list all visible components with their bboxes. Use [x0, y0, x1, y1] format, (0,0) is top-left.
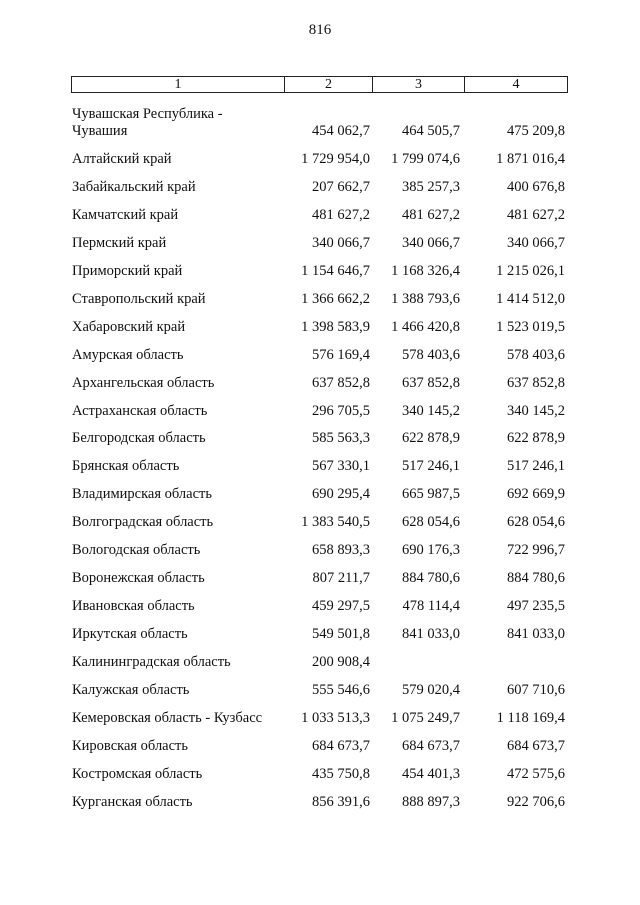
- column-header-4: 4: [512, 77, 520, 92]
- value-column-4: 622 878,9: [507, 430, 565, 447]
- value-column-3: 1 168 326,4: [391, 262, 460, 279]
- value-column-2: 207 662,7: [312, 178, 370, 195]
- table-row: [0, 624, 640, 644]
- value-column-4: 884 780,6: [507, 570, 565, 587]
- value-column-3: 684 673,7: [402, 737, 460, 754]
- region-name: Кемеровская область - Кузбасс: [72, 709, 263, 726]
- region-name: Белгородская область: [72, 430, 206, 447]
- value-column-4: 1 215 026,1: [496, 262, 565, 279]
- value-column-4: 722 996,7: [507, 542, 565, 559]
- table-row: [0, 373, 640, 393]
- table-row: [0, 289, 640, 309]
- value-column-4: 628 054,6: [507, 514, 565, 531]
- value-column-3: 884 780,6: [402, 570, 460, 587]
- value-column-4: 1 871 016,4: [496, 150, 565, 167]
- value-column-2: 1 729 954,0: [301, 150, 370, 167]
- table-row: [0, 121, 640, 141]
- region-name: Пермский край: [72, 234, 167, 251]
- value-column-4: 637 852,8: [507, 374, 565, 391]
- value-column-4: 497 235,5: [507, 598, 565, 615]
- value-column-3: 622 878,9: [402, 430, 460, 447]
- column-header-1: 1: [72, 77, 285, 92]
- table-row: [0, 428, 640, 448]
- column-header-3: 3: [373, 77, 465, 92]
- value-column-4: 922 706,6: [507, 793, 565, 810]
- region-name: Ивановская область: [72, 598, 195, 615]
- value-column-2: 1 154 646,7: [301, 262, 370, 279]
- value-column-3: 385 257,3: [402, 178, 460, 195]
- value-column-4: 684 673,7: [507, 737, 565, 754]
- table-row: [0, 401, 640, 421]
- value-column-3: 841 033,0: [402, 626, 460, 643]
- value-column-4: 475 209,8: [507, 123, 565, 139]
- value-column-2: 807 211,7: [312, 570, 370, 587]
- value-column-3: 340 145,2: [402, 402, 460, 419]
- table-row: [0, 512, 640, 532]
- region-name: Алтайский край: [72, 150, 172, 167]
- value-column-4: 400 676,8: [507, 178, 565, 195]
- table-row: [0, 764, 640, 784]
- region-name: Волгоградская область: [72, 514, 214, 531]
- value-column-4: 1 118 169,4: [496, 709, 565, 726]
- value-column-3: 1 799 074,6: [391, 150, 460, 167]
- value-column-2: 690 295,4: [312, 486, 370, 503]
- table-row: [0, 149, 640, 169]
- value-column-4: 517 246,1: [507, 458, 565, 475]
- value-column-2: 454 062,7: [312, 123, 370, 139]
- table-row: [0, 456, 640, 476]
- value-column-4: 578 403,6: [507, 346, 565, 363]
- region-name: Воронежская область: [72, 570, 205, 587]
- column-header-2: 2: [285, 77, 373, 92]
- region-name: Приморский край: [72, 262, 183, 279]
- value-column-2: 549 501,8: [312, 626, 370, 643]
- table-row: [0, 652, 640, 672]
- value-column-3: 454 401,3: [402, 765, 460, 782]
- value-column-2: 585 563,3: [312, 430, 370, 447]
- region-name: Камчатский край: [72, 206, 179, 223]
- region-name: Владимирская область: [72, 486, 212, 503]
- page-number: 816: [308, 22, 332, 38]
- region-name: Забайкальский край: [72, 178, 196, 195]
- region-name: Ставропольский край: [72, 290, 206, 307]
- region-name: Чувашия: [72, 123, 128, 139]
- value-column-4: 607 710,6: [507, 682, 565, 698]
- value-column-2: 576 169,4: [312, 346, 370, 363]
- value-column-2: 637 852,8: [312, 374, 370, 391]
- region-name: Кировская область: [72, 737, 189, 754]
- region-name: Курганская область: [72, 793, 193, 810]
- table-row: [0, 596, 640, 616]
- table-row: [0, 484, 640, 504]
- table-header: [71, 76, 568, 93]
- table-row: [0, 540, 640, 560]
- region-name: Калининградская область: [72, 654, 231, 671]
- value-column-3: 665 987,5: [402, 486, 460, 503]
- region-name: Калужская область: [72, 682, 190, 698]
- region-name: Архангельская область: [72, 374, 215, 391]
- value-column-2: 567 330,1: [312, 458, 370, 475]
- value-column-3: 340 066,7: [402, 234, 460, 251]
- value-column-4: 340 145,2: [507, 402, 565, 419]
- region-name: Астраханская область: [72, 402, 208, 419]
- value-column-3: 1 466 420,8: [391, 318, 460, 335]
- value-column-2: 481 627,2: [312, 206, 370, 223]
- value-column-4: 692 669,9: [507, 486, 565, 503]
- value-column-2: 1 033 513,3: [301, 709, 370, 726]
- table-row: [0, 568, 640, 588]
- value-column-3: 578 403,6: [402, 346, 460, 363]
- region-name: Амурская область: [72, 346, 184, 363]
- value-column-2: 1 366 662,2: [301, 290, 370, 307]
- table-row: [0, 177, 640, 197]
- table-row: [0, 736, 640, 756]
- value-column-3: 464 505,7: [402, 123, 460, 139]
- region-name: Вологодская область: [72, 542, 201, 559]
- value-column-2: 200 908,4: [312, 654, 370, 671]
- value-column-2: 658 893,3: [312, 542, 370, 559]
- value-column-3: 517 246,1: [402, 458, 460, 475]
- table-row: [0, 345, 640, 365]
- value-column-3: 1 075 249,7: [391, 709, 460, 726]
- table-row: [0, 233, 640, 253]
- value-column-3: 481 627,2: [402, 206, 460, 223]
- value-column-3: 637 852,8: [402, 374, 460, 391]
- value-column-2: 340 066,7: [312, 234, 370, 251]
- value-column-3: 1 388 793,6: [391, 290, 460, 307]
- value-column-2: 296 705,5: [312, 402, 370, 419]
- value-column-3: 888 897,3: [402, 793, 460, 810]
- value-column-4: 340 066,7: [507, 234, 565, 251]
- table-row: [0, 792, 640, 812]
- value-column-3: 579 020,4: [402, 682, 460, 698]
- value-column-4: 1 523 019,5: [496, 318, 565, 335]
- value-column-3: 690 176,3: [402, 542, 460, 559]
- region-name: Брянская область: [72, 458, 180, 475]
- table-row: [0, 261, 640, 281]
- region-name: Иркутская область: [72, 626, 188, 643]
- value-column-3: 478 114,4: [402, 598, 460, 615]
- region-name-line1: Чувашская Республика -: [72, 106, 223, 122]
- value-column-4: 841 033,0: [507, 626, 565, 643]
- region-name: Хабаровский край: [72, 318, 186, 335]
- table-row: [0, 205, 640, 225]
- table-row: [0, 680, 640, 700]
- value-column-3: 628 054,6: [402, 514, 460, 531]
- table-row: [0, 708, 640, 728]
- value-column-2: 856 391,6: [312, 793, 370, 810]
- table-row: [0, 317, 640, 337]
- region-name: Костромская область: [72, 765, 203, 782]
- value-column-2: 435 750,8: [312, 765, 370, 782]
- value-column-2: 555 546,6: [312, 682, 370, 698]
- value-column-4: 472 575,6: [507, 765, 565, 782]
- value-column-2: 1 398 583,9: [301, 318, 370, 335]
- value-column-4: 1 414 512,0: [496, 290, 565, 307]
- value-column-2: 459 297,5: [312, 598, 370, 615]
- value-column-4: 481 627,2: [507, 206, 565, 223]
- value-column-2: 684 673,7: [312, 737, 370, 754]
- value-column-2: 1 383 540,5: [301, 514, 370, 531]
